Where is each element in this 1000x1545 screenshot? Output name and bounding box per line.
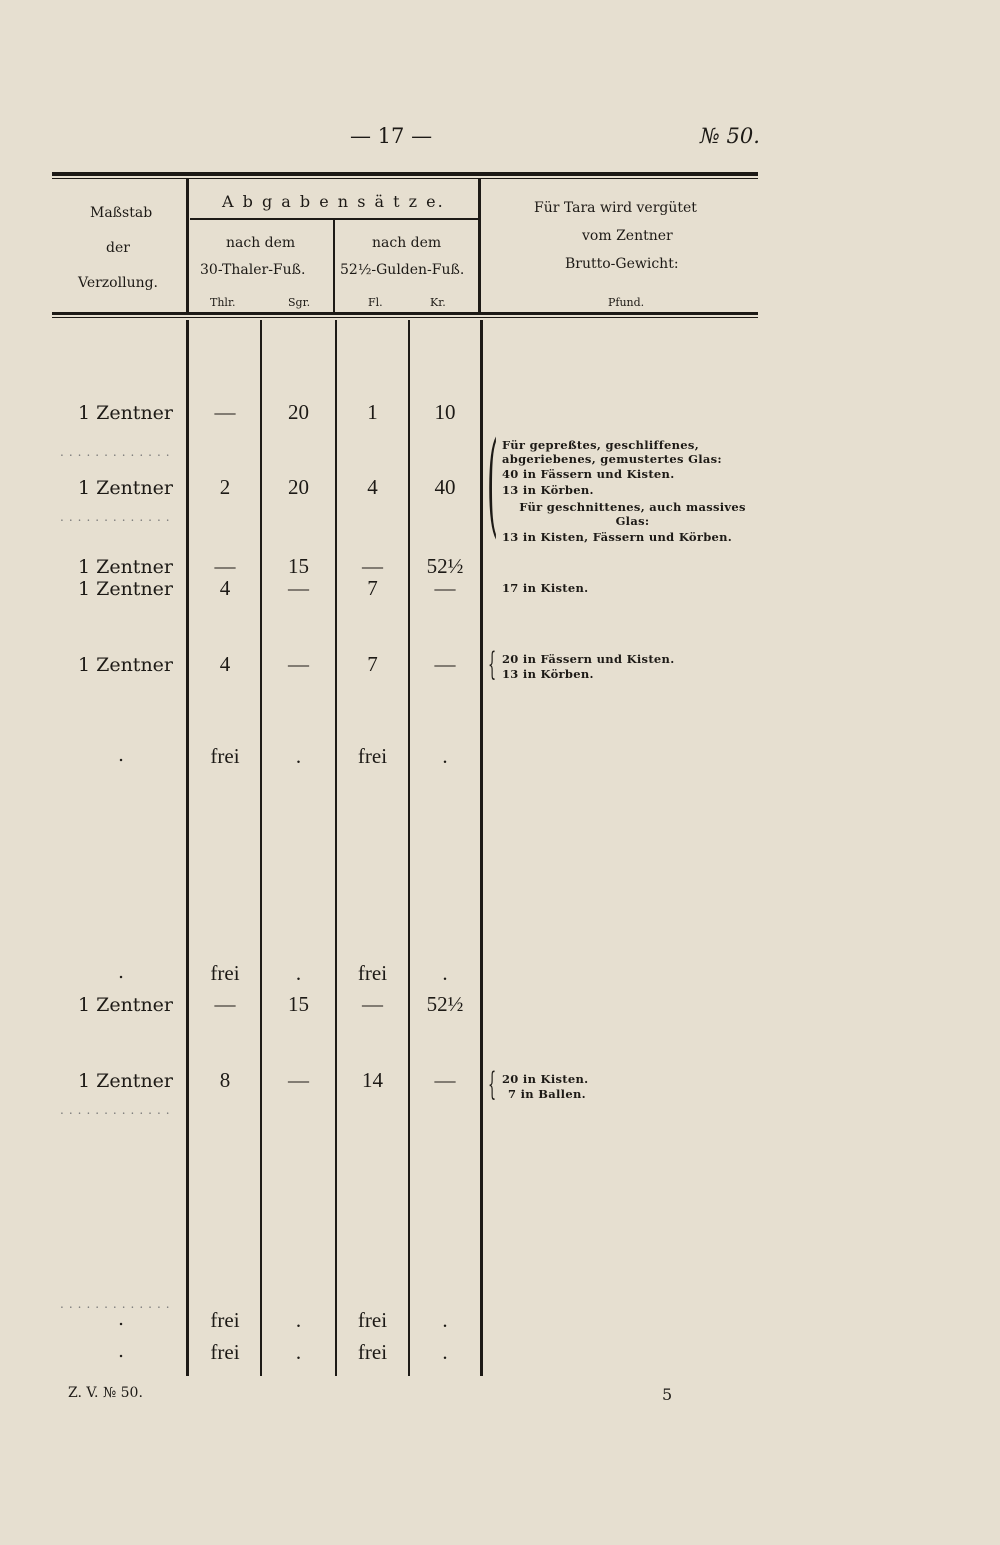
brace-pair2: { <box>488 1065 497 1103</box>
tara-pair2-a: 20 in Kisten. <box>502 1072 589 1086</box>
cell-fl: 7 <box>367 576 378 600</box>
header-divider-2 <box>478 178 481 312</box>
tara-pair2-b: 7 in Ballen. <box>508 1087 586 1101</box>
brace-pair1: { <box>488 645 497 683</box>
cell-fl: frei <box>357 744 388 768</box>
cell-thlr: — <box>214 554 236 578</box>
header-col-massstab-2: der <box>106 240 130 256</box>
cell-sgr: . <box>295 961 302 985</box>
cell-fl: — <box>362 992 383 1016</box>
cell-sgr: — <box>288 1068 309 1092</box>
tara-glass-b-1: 13 in Kisten, Fässern und Körben. <box>502 530 733 544</box>
top-rule-thick <box>52 172 758 176</box>
leader-dots: ............. <box>60 445 175 459</box>
row-label: 1 Zentner <box>78 477 174 499</box>
tara-glass-a-1: 40 in Fässern und Kisten. <box>502 467 675 481</box>
cell-kr: 52½ <box>426 554 464 578</box>
cell-thlr: frei <box>210 961 240 985</box>
cell-kr: . <box>442 1308 448 1332</box>
header-tara-unit: Pfund. <box>608 296 645 309</box>
leader-dots: ............. <box>60 1297 175 1311</box>
row-label: 1 Zentner <box>78 578 174 600</box>
header-tara-3: Brutto-Gewicht: <box>565 256 679 272</box>
header-thaler-1: nach dem <box>226 235 296 251</box>
row-label: . <box>118 961 125 983</box>
cell-thlr: — <box>214 400 236 424</box>
cell-sgr: 15 <box>288 554 309 578</box>
cell-thlr: 8 <box>219 1068 231 1092</box>
cell-kr: . <box>442 1340 448 1364</box>
cell-thlr: 2 <box>219 475 231 499</box>
row-label: 1 Zentner <box>78 402 174 424</box>
top-rule-thin <box>52 178 758 179</box>
header-bottom-rule-thin <box>52 317 758 318</box>
cell-kr: . <box>442 744 448 768</box>
row-label: . <box>118 744 125 766</box>
tara-glass-b: Für geschnittenes, auch massives Glas: <box>519 500 746 528</box>
cell-fl: — <box>362 554 383 578</box>
header-col-massstab-1: Maßstab <box>90 205 153 221</box>
cell-thlr: frei <box>210 744 240 768</box>
cell-sgr: — <box>288 576 309 600</box>
header-tara-1: Für Tara wird vergütet <box>534 200 697 216</box>
cell-kr: . <box>442 961 448 985</box>
header-abgabensaetze: A b g a b e n s ä t z e. <box>222 192 445 211</box>
cell-sgr: . <box>295 1340 302 1364</box>
page-number: — 17 — <box>350 124 433 148</box>
unit-sgr: Sgr. <box>288 296 311 309</box>
header-thaler-2: 30-Thaler-Fuß. <box>200 262 306 278</box>
cell-fl: 7 <box>367 652 378 676</box>
cell-thlr: — <box>214 992 236 1016</box>
cell-kr: — <box>434 1068 456 1092</box>
cell-thlr: frei <box>210 1308 240 1332</box>
cell-sgr: 15 <box>288 992 309 1016</box>
cell-thlr: 4 <box>219 576 231 600</box>
leader-dots: ............. <box>60 1103 175 1117</box>
row-label: 1 Zentner <box>78 654 174 676</box>
tara-kisten-17: 17 in Kisten. <box>502 581 589 595</box>
tara-pair1-a: 20 in Fässern und Kisten. <box>502 652 675 666</box>
header-tara-2: vom Zentner <box>582 228 673 244</box>
unit-kr: Kr. <box>430 296 446 309</box>
cell-fl: 1 <box>367 400 378 424</box>
tara-glass-a-2: 13 in Körben. <box>502 483 594 497</box>
cell-kr: 52½ <box>426 992 464 1016</box>
cell-kr: — <box>434 652 456 676</box>
tara-glass-a: Für gepreßtes, geschliffenes, abgeriebenes, gemustertes Glas: <box>502 438 722 466</box>
cell-kr: — <box>434 576 456 600</box>
cell-fl: 4 <box>367 475 378 499</box>
tara-pair1-b: 13 in Körben. <box>502 667 594 681</box>
law-number: № 50. <box>700 124 760 148</box>
unit-thlr: Thlr. <box>210 296 236 309</box>
header-gulden-2: 52½-Gulden-Fuß. <box>340 262 465 278</box>
cell-thlr: frei <box>210 1340 240 1364</box>
header-col-massstab-3: Verzollung. <box>78 275 159 291</box>
unit-fl: Fl. <box>368 296 383 309</box>
cell-kr: 10 <box>434 400 456 424</box>
cell-fl: frei <box>357 961 388 985</box>
row-label: . <box>118 1340 125 1362</box>
cell-sgr: 20 <box>288 475 309 499</box>
cell-kr: 40 <box>434 475 456 499</box>
cell-thlr: 4 <box>219 652 231 676</box>
row-label: 1 Zentner <box>78 994 174 1016</box>
row-label: . <box>118 1308 125 1330</box>
cell-fl: frei <box>357 1308 388 1332</box>
row-label: 1 Zentner <box>78 1070 174 1092</box>
leader-dots: ............. <box>60 510 175 524</box>
header-divider-1 <box>186 178 189 312</box>
cell-fl: frei <box>357 1340 388 1364</box>
body-divider-1 <box>186 320 189 1376</box>
cell-sgr: 20 <box>288 400 309 424</box>
header-bottom-rule <box>52 312 758 315</box>
footer-right: 5 <box>662 1385 673 1404</box>
header-divider-mid <box>333 220 335 312</box>
footer-left: Z. V. № 50. <box>68 1385 143 1401</box>
cell-sgr: . <box>295 744 302 768</box>
cell-sgr: . <box>295 1308 302 1332</box>
brace-glass: ( <box>487 419 498 549</box>
body-divider-5 <box>480 320 483 1376</box>
row-label: 1 Zentner <box>78 556 174 578</box>
cell-sgr: — <box>288 652 309 676</box>
cell-fl: 14 <box>362 1068 383 1092</box>
header-gulden-1: nach dem <box>372 235 442 251</box>
